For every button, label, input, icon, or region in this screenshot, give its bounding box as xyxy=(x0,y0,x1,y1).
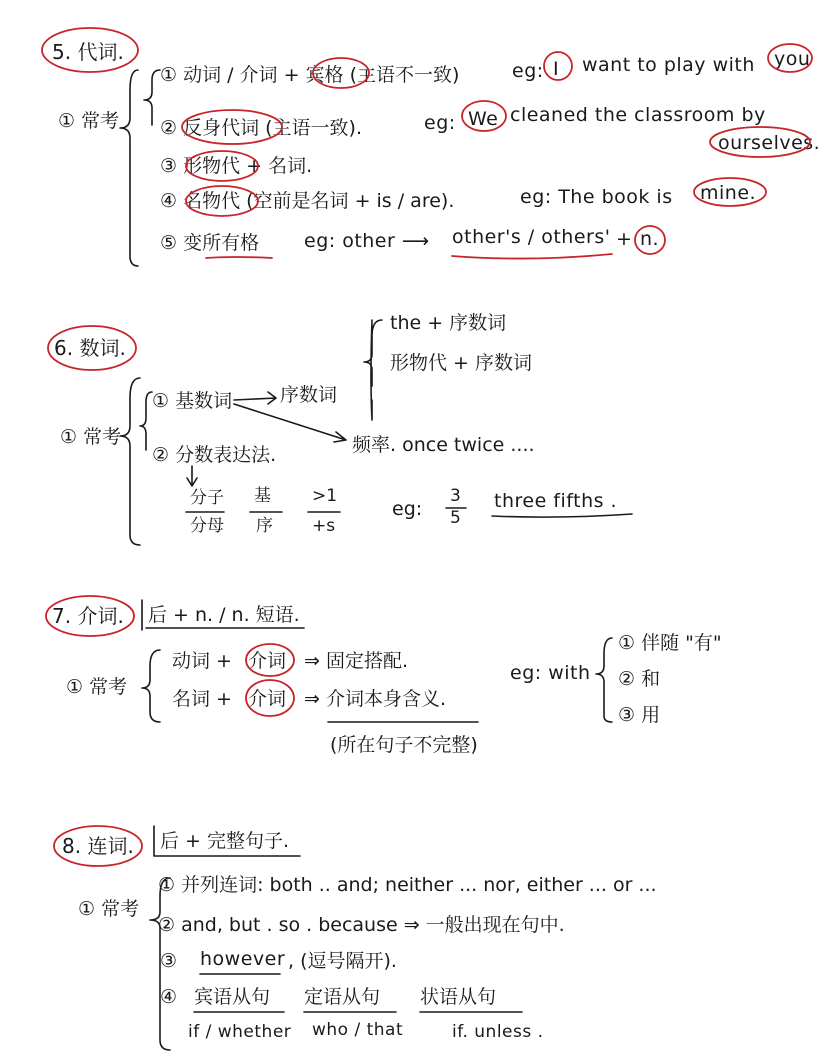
section-7-heading: 7. 介词. xyxy=(52,604,124,628)
section-8-rule: 后 + 完整句子. xyxy=(160,830,290,852)
s7-rule-2-a: 名词 + xyxy=(172,688,232,710)
s6-frac-3-den: +s xyxy=(312,516,336,536)
s7-rule-2-b: ⇒ 介词本身含义. xyxy=(304,688,446,710)
s8-rule-3-a: ③ xyxy=(160,950,178,972)
section-7-rule: 后 + n. / n. 短语. xyxy=(148,604,300,626)
section-5-heading: 5. 代词. xyxy=(52,40,124,64)
s6-frac-3-num: >1 xyxy=(312,486,338,506)
s5-brace-outer xyxy=(120,70,138,266)
s6-eg-num: 3 xyxy=(450,486,461,506)
s5-underline-possessive-case xyxy=(206,257,272,258)
s6-frequency: 频率. once twice .... xyxy=(352,434,535,456)
s5-rule-2: ② 反身代词 (主语一致). xyxy=(160,117,362,139)
section-7-exam-label: ① 常考 xyxy=(66,676,128,698)
s6-ordinal: 序数词 xyxy=(280,384,338,406)
s6-underline-words xyxy=(492,514,632,517)
s7-rule-2-note: (所在句子不完整) xyxy=(330,734,478,756)
s6-frac-1-num: 分子 xyxy=(190,488,224,508)
s7-with-brace xyxy=(596,638,612,722)
s6-brace-inner xyxy=(140,392,152,450)
section-8-heading: 8. 连词. xyxy=(62,834,134,858)
s8-rule-4-clause-3: 状语从句 xyxy=(420,986,497,1008)
section-6-heading: 6. 数词. xyxy=(54,336,126,360)
s5-underline-forms xyxy=(452,254,612,259)
s6-arrow-to-freq xyxy=(234,404,346,442)
section-5-exam-label: ① 常考 xyxy=(58,110,120,132)
s7-rule-2-prep: 介词 xyxy=(248,688,287,710)
s6-top-2: 形物代 + 序数词 xyxy=(390,352,532,374)
section-6-exam-label: ① 常考 xyxy=(60,426,122,448)
s6-rule-2: ② 分数表达法. xyxy=(152,444,277,466)
s7-with-2: ② 和 xyxy=(618,668,661,690)
s8-rule-4-clause-1: 宾语从句 xyxy=(194,986,271,1008)
s6-brace-outer xyxy=(120,378,140,545)
s6-frac-1-den: 分母 xyxy=(190,516,224,536)
s5-rule-5-plus: + xyxy=(616,228,633,250)
s6-eg-den: 5 xyxy=(450,508,461,528)
s7-rule-1-a: 动词 + xyxy=(172,650,232,672)
s6-arrow-to-top xyxy=(371,320,372,420)
s5-rule-3: ③ 形物代 + 名词. xyxy=(160,155,313,177)
s5-rule-5-eg: eg: other ⟶ xyxy=(304,230,430,252)
s5-rule-1-you: you xyxy=(774,48,811,70)
s6-arrow-to-ordinal xyxy=(234,392,276,404)
s6-brace-top xyxy=(364,320,382,386)
s5-rule-4-eg: eg: The book is xyxy=(520,186,673,208)
s8-rule-4-words-1: if / whether xyxy=(188,1022,292,1042)
s5-rule-2-ourselves: ourselves. xyxy=(718,132,821,154)
s7-with-3: ③ 用 xyxy=(618,704,661,726)
s5-rule-5-forms: other's / others' xyxy=(452,226,611,248)
s6-down-arrow xyxy=(187,466,197,486)
s8-rule-4-words-3: if. unless . xyxy=(452,1022,544,1042)
s6-frac-2-num: 基 xyxy=(254,486,271,506)
s6-eg-words: three fifths . xyxy=(494,490,618,512)
s6-eg-label: eg: xyxy=(392,498,423,520)
s5-rule-2-mid: cleaned the classroom by xyxy=(510,104,766,126)
s8-rule-3-however: however xyxy=(200,948,286,970)
s8-rule-1: ① 并列连词: both .. and; neither ... nor, either ... or ... xyxy=(158,874,657,896)
section-8-exam-label: ① 常考 xyxy=(78,898,140,920)
s5-rule-2-eg: eg: xyxy=(424,112,456,134)
s5-rule-1-mid: want to play with xyxy=(582,54,755,76)
s7-with-1: ① 伴随 "有" xyxy=(618,632,722,654)
s5-rule-1-i: I xyxy=(553,58,560,80)
s5-rule-4: ④ 名物代 (空前是名词 + is / are). xyxy=(160,190,455,212)
s5-rule-1: ① 动词 / 介词 + 宾格 (主语不一致) xyxy=(160,64,460,86)
s8-rule-4-words-2: who / that xyxy=(312,1020,404,1040)
s6-frac-2-den: 序 xyxy=(256,516,273,536)
s7-brace-outer xyxy=(142,650,160,722)
s5-rule-1-eg: eg: xyxy=(512,60,544,82)
s8-rule-2: ② and, but . so . because ⇒ 一般出现在句中. xyxy=(158,914,565,936)
s6-rule-1: ① 基数词 xyxy=(152,390,233,412)
s8-rule-3-b: , (逗号隔开). xyxy=(288,950,397,972)
s5-rule-2-we: We xyxy=(468,108,499,130)
s7-rule-1-b: ⇒ 固定搭配. xyxy=(304,650,408,672)
s5-rule-5: ⑤ 变所有格 xyxy=(160,232,260,254)
s7-rule-1-prep: 介词 xyxy=(248,650,287,672)
s6-top-1: the + 序数词 xyxy=(390,312,507,334)
s7-eg-with: eg: with xyxy=(510,662,591,684)
s8-rule-4-a: ④ xyxy=(160,986,178,1008)
s8-rule-4-clause-2: 定语从句 xyxy=(304,986,381,1008)
s5-rule-5-n: n. xyxy=(640,228,660,250)
s5-rule-4-mine: mine. xyxy=(700,182,757,204)
s5-brace-inner xyxy=(144,70,160,125)
